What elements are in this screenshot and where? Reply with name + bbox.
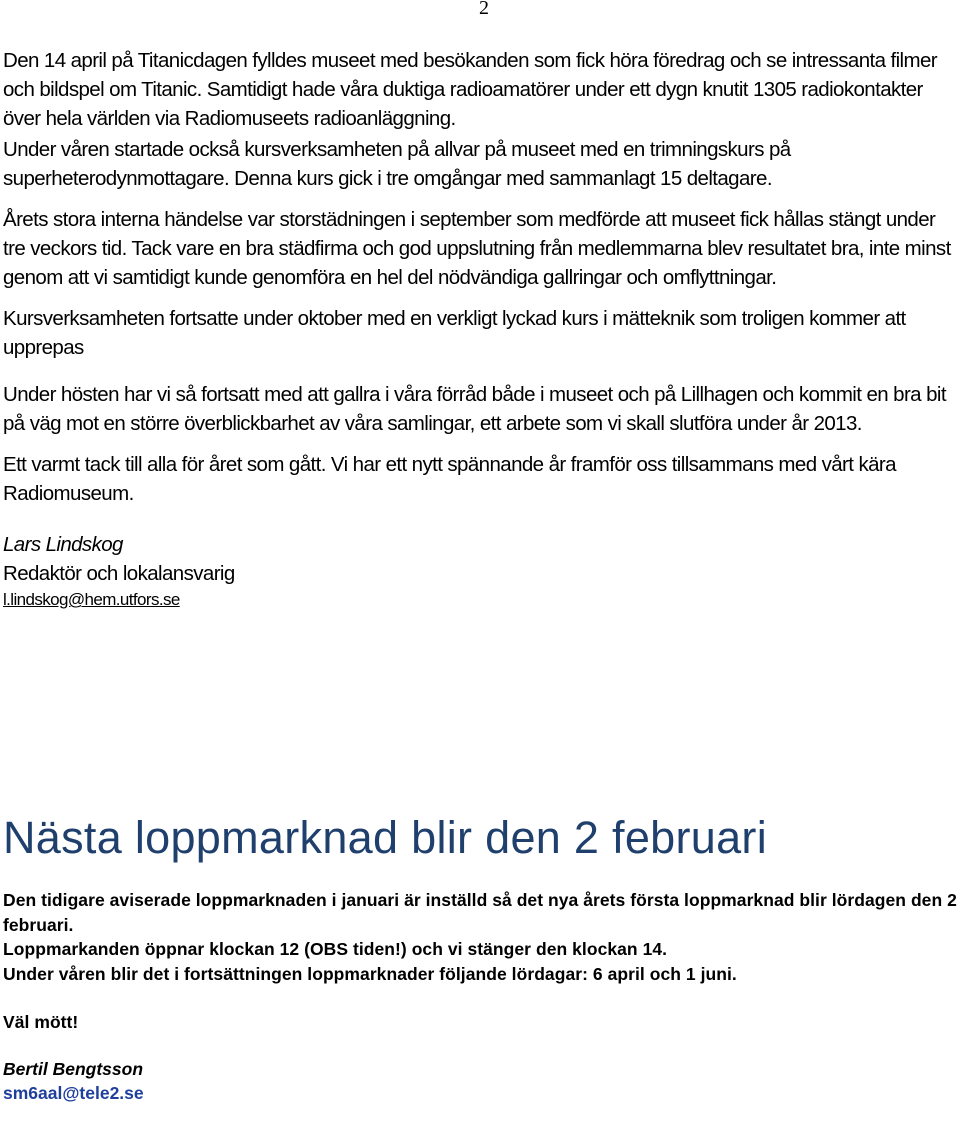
fleamarket-body	[3, 888, 958, 1035]
paragraph-thanks: Ett varmt tack till alla för året som gått. Vi har ett nytt spännande år framför oss tillsammans med vårt kära Radiomuseum.	[3, 453, 896, 505]
fleamarket-line-opening: Loppmarkanden öppnar klockan 12 (OBS tiden!) och vi stänger den klockan 14.	[3, 939, 668, 959]
fleamarket-line-spring: Under våren blir det i fortsättningen loppmarknader följande lördagar: 6 april och 1 juni.	[3, 963, 737, 984]
page-number: 2	[479, 0, 489, 19]
fleamarket-signature	[3, 1057, 958, 1105]
paragraph-course-spring: Under våren startade också kursverksamheten på allvar på museet med en trimningskurs på superheterodynmottagare. Denna kurs gick i tre omgångar med sammanlagt 15 deltagare.	[3, 138, 791, 190]
signature-email-link[interactable]: l.lindskog@hem.utfors.se	[3, 590, 180, 609]
newsletter-section	[3, 46, 958, 612]
signature-title: Redaktör och lokalansvarig	[3, 562, 235, 585]
paragraph-course-autumn: Kursverksamheten fortsatte under oktober med en verkligt lyckad kurs i mätteknik som troligen kommer att upprepas	[3, 307, 906, 359]
paragraph-cleaning: Årets stora interna händelse var storstädningen i september som medförde att museet fick hållas stängt under tre veckors tid. Tack vare en bra städfirma och god uppslutning från medlemmarna blev resultatet bra, inte minst genom att vi samtidigt kunde genomföra en hel del nödvändiga gallringar och omflyttningar.	[3, 208, 951, 289]
paragraph-titanic-day: Den 14 april på Titanicdagen fylldes museet med besökanden som fick höra föredrag och se intressanta filmer och bildspel om Titanic. Samtidigt hade våra duktiga radioamatörer under ett dygn knutit 1305 radiokontakter över hela världen via Radiomuseets radioanläggning.	[3, 49, 938, 130]
paragraph-storage: Under hösten har vi så fortsatt med att gallra i våra förråd både i museet och på Lillhagen och kommit en bra bit på väg mot en större överblickbarhet av våra samlingar, ett arbete som vi skall slutföra under år 2013.	[3, 383, 946, 435]
signature-name: Lars Lindskog	[3, 533, 123, 556]
fleamarket-section	[3, 810, 958, 1105]
newsletter-signature	[3, 530, 958, 612]
fleamarket-email-link[interactable]: sm6aal@tele2.se	[3, 1082, 144, 1103]
fleamarket-headline: Nästa loppmarknad blir den 2 februari	[3, 812, 768, 863]
fleamarket-line-cancelled: Den tidigare aviserade loppmarknaden i januari är inställd så det nya årets första loppmarknad blir lördagen den 2 februari.	[3, 890, 957, 935]
fleamarket-welcome: Väl mött!	[3, 1012, 79, 1032]
fleamarket-signature-name: Bertil Bengtsson	[3, 1058, 144, 1079]
